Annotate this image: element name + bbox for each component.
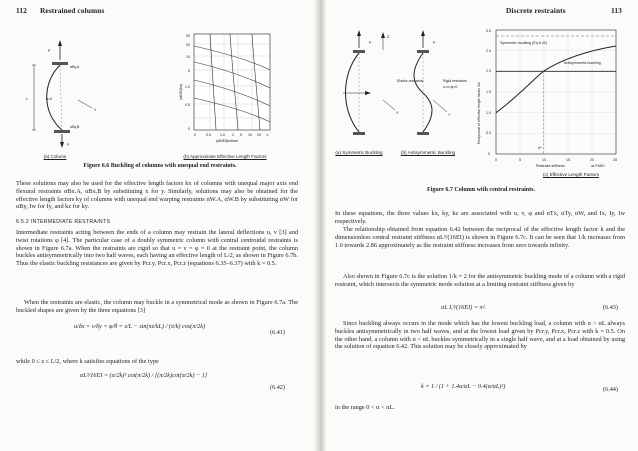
paragraph: These solutions may also be used for the effective length factors kx of columns with unequal major axis end flexural restraints αBx.A, αBx.B by substituting x for y. Similarly, solutions may also be obtained for the effective length factors ky of columns with unequal end warping restraints αW.A, αW.B by substituting αW for αBy, Iw for Iy, and kz for ky.	[16, 180, 298, 211]
x-tick-inf: ∞	[266, 133, 269, 137]
elastic-restraints-label: Elastic restraints	[397, 79, 424, 83]
fig-c-caption: (c) Effective Length Factors	[542, 172, 600, 177]
y-tick: 0	[488, 152, 490, 156]
y-axis-label: Reciprocal of effective length factor 1/k	[477, 82, 481, 144]
equation-number: (6.43)	[603, 304, 618, 311]
restraint-bottom-label: αBy,B	[70, 125, 80, 129]
fig-b-caption: (b) Approximate Effective Length Factors	[183, 154, 267, 159]
axis-y-label: Y	[94, 108, 97, 112]
paragraph: Since buckling always occurs in the mode which has the lowest buckling load, a column with α > αL always buckles antisymmetrically in two half waves, and at the lowest load given by Pcr.y, Pcr.x, Pcr.z with k = 0.5. On the other hand, a column with α < αL buckles symmetrically in a single half wave, and at a load obtained by using the solution of equation 6.42. This solution may be closely approximated by	[335, 320, 625, 351]
paragraph: Intermediate restraints acting between the ends of a column may restrain the lateral deflections u, v [3] and twist rotations φ [4]. The particular case of a doubly symmetric column with central centroidal restraints is shown in Figure 6.7a. When the restraints are rigid so that u = v = φ = 0 at the restraint point, the column buckles antisymmetrically into two half waves, each having an effective length of L/2, as shown in Figure 6.7b. Thus the elastic buckling resistances are given by Pcr.y, Pcr.x, Pcr.z (equations 6.35–6.37) with k = 0.5.	[16, 229, 298, 267]
x-tick: 10	[542, 158, 546, 162]
load-label: P	[369, 41, 372, 45]
x-axis-label: Restraint stiffness	[536, 164, 565, 168]
x-tick-0: 0	[194, 133, 196, 137]
x-axis-parameter: αL³/16EI	[591, 164, 605, 168]
x-tick-2: 2	[232, 133, 234, 137]
y-tick: 2.0	[486, 69, 491, 73]
axis-y-label: Y	[396, 111, 399, 115]
left-page	[0, 0, 318, 451]
y-tick-1: 1.0	[185, 85, 190, 89]
paragraph: in the range 0 < α < αL.	[335, 404, 395, 411]
paragraph: while 0 ≤ z ≤ L/2, where k satisfies equations of the type	[16, 358, 159, 365]
paragraph: Also shown in Figure 6.7c is the solution 1/k = 2 for the antisymmetric buckling mode of a column with a rigid restraint, which intersects the symmetric mode solution at a limiting restraint stiffness given by	[335, 273, 625, 288]
fig-b-caption: (b) Antisymmetric Buckling	[400, 150, 456, 155]
equation-6-43: αL L³/(16EI) = π².	[441, 304, 487, 311]
legend-symmetric: Symmetric buckling (Eq 6.42)	[500, 41, 547, 45]
x-tick: 5	[519, 158, 521, 162]
equation-number: (6.44)	[603, 386, 618, 393]
antisymmetric-column-diagram	[393, 30, 483, 145]
page-gutter	[314, 0, 326, 451]
equation-6-44: k = 1 / (1 + 1.4α/αL − 0.4(α/αL)²)	[421, 383, 506, 390]
x-tick-20: 20	[257, 133, 261, 137]
y-tick: 2.5	[486, 49, 491, 53]
load-label-top: P	[48, 49, 51, 53]
figure-caption: Figure 6.7 Column with central restraints.	[427, 187, 535, 193]
y-axis-label: (αB/EI)top	[179, 83, 183, 100]
restraint-top-label: αBy,A	[70, 65, 80, 69]
y-tick-10: 10	[186, 55, 190, 59]
effective-length-chart	[180, 34, 290, 146]
right-page	[321, 0, 638, 451]
x-tick: 15	[566, 158, 570, 162]
paragraph: The relationship obtained from equation 6.42 between the reciprocal of the effective length factor k and the dimensionless central restraint stiffness αL³/(16EI) is shown in Figure 6.7c. It can be seen that 1/k increases from 1.0 towards 2.86 approximately as the restraint stiffness increases from zero towards infinity.	[335, 226, 625, 249]
page-number: 113	[611, 6, 622, 15]
y-tick-50: 50	[186, 34, 190, 38]
x-tick: 25	[613, 158, 617, 162]
pi-squared-annotation: π²	[538, 146, 542, 150]
axis-z-label: Z	[387, 35, 390, 39]
legend-antisymmetric: Antisymmetric buckling	[564, 61, 601, 65]
y-tick: 1.0	[486, 111, 491, 115]
x-tick: 0	[495, 158, 497, 162]
reciprocal-k-chart	[476, 24, 636, 184]
x-tick-05: 0.5	[206, 133, 211, 137]
x-axis-label: (αB/EI)bottom	[216, 139, 239, 143]
y-tick: 1.5	[486, 90, 491, 94]
y-tick-5: 5	[188, 69, 190, 73]
column-diagram	[22, 38, 142, 148]
paragraph: In these equations, the three values kx, ky, kz are associated with u, v, φ and αTx, αTy, αW, and Ix, Iy, Iw respectively.	[335, 210, 625, 225]
y-tick: 3.0	[486, 29, 491, 33]
fig-a-caption: (a) Column	[43, 154, 67, 159]
load-label-bottom: P	[67, 143, 70, 147]
x-tick-10: 10	[248, 133, 252, 137]
rigid-condition-label: u=v=φ=0	[443, 85, 458, 89]
x-tick-5: 5	[240, 133, 242, 137]
fig-a-caption: (a) Symmetric Buckling	[335, 150, 383, 155]
x-tick-1: 1.0	[220, 133, 225, 137]
x-tick: 20	[590, 158, 594, 162]
deflection-label: u=0	[46, 97, 53, 101]
equation-number: (6.41)	[270, 329, 285, 336]
section-heading: 6.5.2 INTERMEDIATE RESTRAINTS	[16, 219, 111, 225]
load-label: P	[433, 41, 436, 45]
y-tick-0: 0	[188, 127, 190, 131]
y-tick-20: 20	[186, 43, 190, 47]
running-head: Discrete restraints	[506, 6, 566, 15]
equation-number: (6.42)	[270, 384, 285, 391]
rigid-restraints-label: Rigid restraints	[443, 79, 467, 83]
paragraph: When the restraints are elastic, the column may buckle in a symmetrical mode as shown in Figure 6.7a. The buckled shapes are given by the three equations [3]	[16, 299, 298, 314]
figure-caption: Figure 6.6 Buckling of columns with unequal end restraints.	[83, 163, 237, 169]
axis-y-label: Y	[448, 113, 451, 117]
y-tick-05: 0.5	[185, 103, 190, 107]
equation-6-41: u/δx = v/δy = φ/θ = z/L − sin(πz/kL) / (π/k) cos(π/2k)	[74, 323, 206, 330]
running-head: Restrained columns	[40, 6, 105, 15]
equation-6-42: αL³/16EI = (π/2k)³ cot(π/2k) / [(π/2k)cot(π/2k) − 1]	[80, 372, 208, 379]
page-number: 112	[16, 6, 27, 15]
y-tick: 0.5	[486, 131, 491, 135]
length-label: L	[26, 97, 28, 101]
